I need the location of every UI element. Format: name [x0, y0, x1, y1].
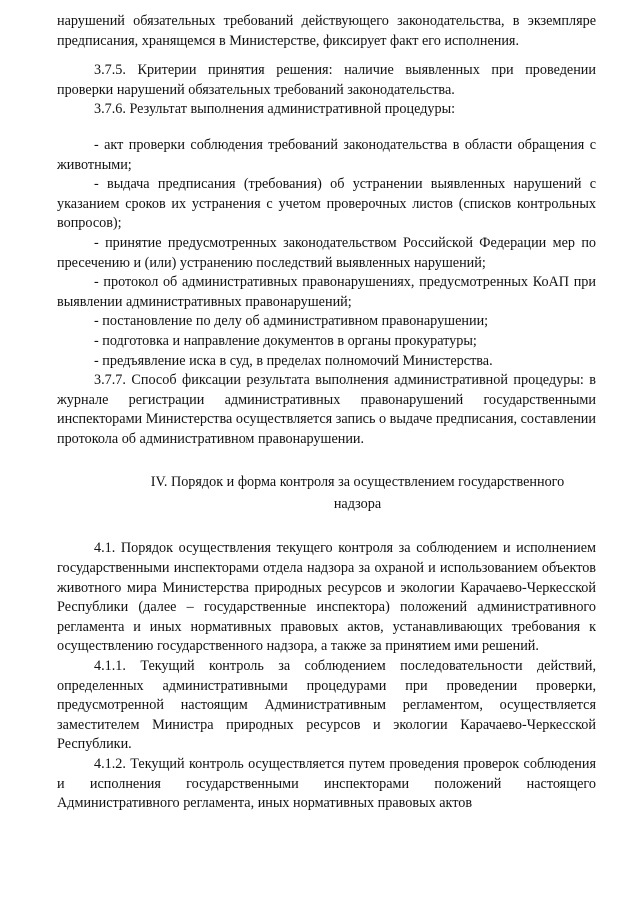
paragraph-3-7-7: 3.7.7. Способ фиксации результата выполнения административной процедуры: в журнале регистрации административных правонарушений государственными инспекторами Министерства осуществляется запись о выдаче предписания, составлении протокола об административном правонарушении.	[57, 372, 596, 447]
result-item: - подготовка и направление документов в органы прокуратуры;	[94, 332, 477, 349]
paragraph-4-1-2: 4.1.2. Текущий контроль осуществляется путем проведения проверок соблюдения и исполнения государственными инспекторами положений настоящего Административного регламента, иных нормативных правовых актов	[57, 756, 596, 812]
section-heading	[57, 471, 596, 515]
document-page	[57, 0, 596, 814]
paragraph-3-7-5: 3.7.5. Критерии принятия решения: наличие выявленных при проведении проверки нарушений обязательных требований законодательства.	[57, 62, 596, 98]
result-item: - протокол об административных правонарушениях, предусмотренных КоАП при выявлении административных правонарушений;	[57, 274, 596, 310]
result-item: - выдача предписания (требования) об устранении выявленных нарушений с указанием сроков их устранения с учетом проверочных листов (списков контрольных вопросов);	[57, 176, 596, 232]
section-heading-line2: надзора	[333, 496, 382, 513]
result-item: - акт проверки соблюдения требований законодательства в области обращения с животными;	[57, 136, 596, 173]
paragraph-4-1-1: 4.1.1. Текущий контроль за соблюдением последовательности действий, определенных административными процедурами при проведении проверки, предусмотренной настоящим Административным регламентом, осуществляется заместителем Министра природных ресурсов и экологии Карачаево-Черкесской Республики.	[57, 658, 596, 753]
paragraph-4-1: 4.1. Порядок осуществления текущего контроля за соблюдением и исполнением государственными инспекторами отдела надзора за охраной и использованием объектов животного мира Министерства природных ресурсов и экологии Карачаево-Черкесской Республики (далее – государственные инспектора) положений административного регламента и иных нормативных правовых актов, устанавливающих требования к осуществлению государственного надзора, а также за принятием ими решений.	[57, 540, 596, 655]
result-item: - принятие предусмотренных законодательством Российской Федерации мер по пресечению и (или) устранению последствий выявленных нарушений;	[57, 234, 596, 271]
paragraph-continuation: нарушений обязательных требований действующего законодательства, в экземпляре предписания, хранящемся в Министерстве, фиксирует факт его исполнения.	[57, 13, 596, 49]
paragraph-3-7-6: 3.7.6. Результат выполнения административной процедуры:	[94, 101, 456, 118]
section-heading-line1: IV. Порядок и форма контроля за осуществлением государственного	[150, 474, 565, 491]
result-item: - предъявление иска в суд, в пределах полномочий Министерства.	[94, 352, 493, 369]
result-item: - постановление по делу об административном правонарушении;	[94, 313, 489, 330]
